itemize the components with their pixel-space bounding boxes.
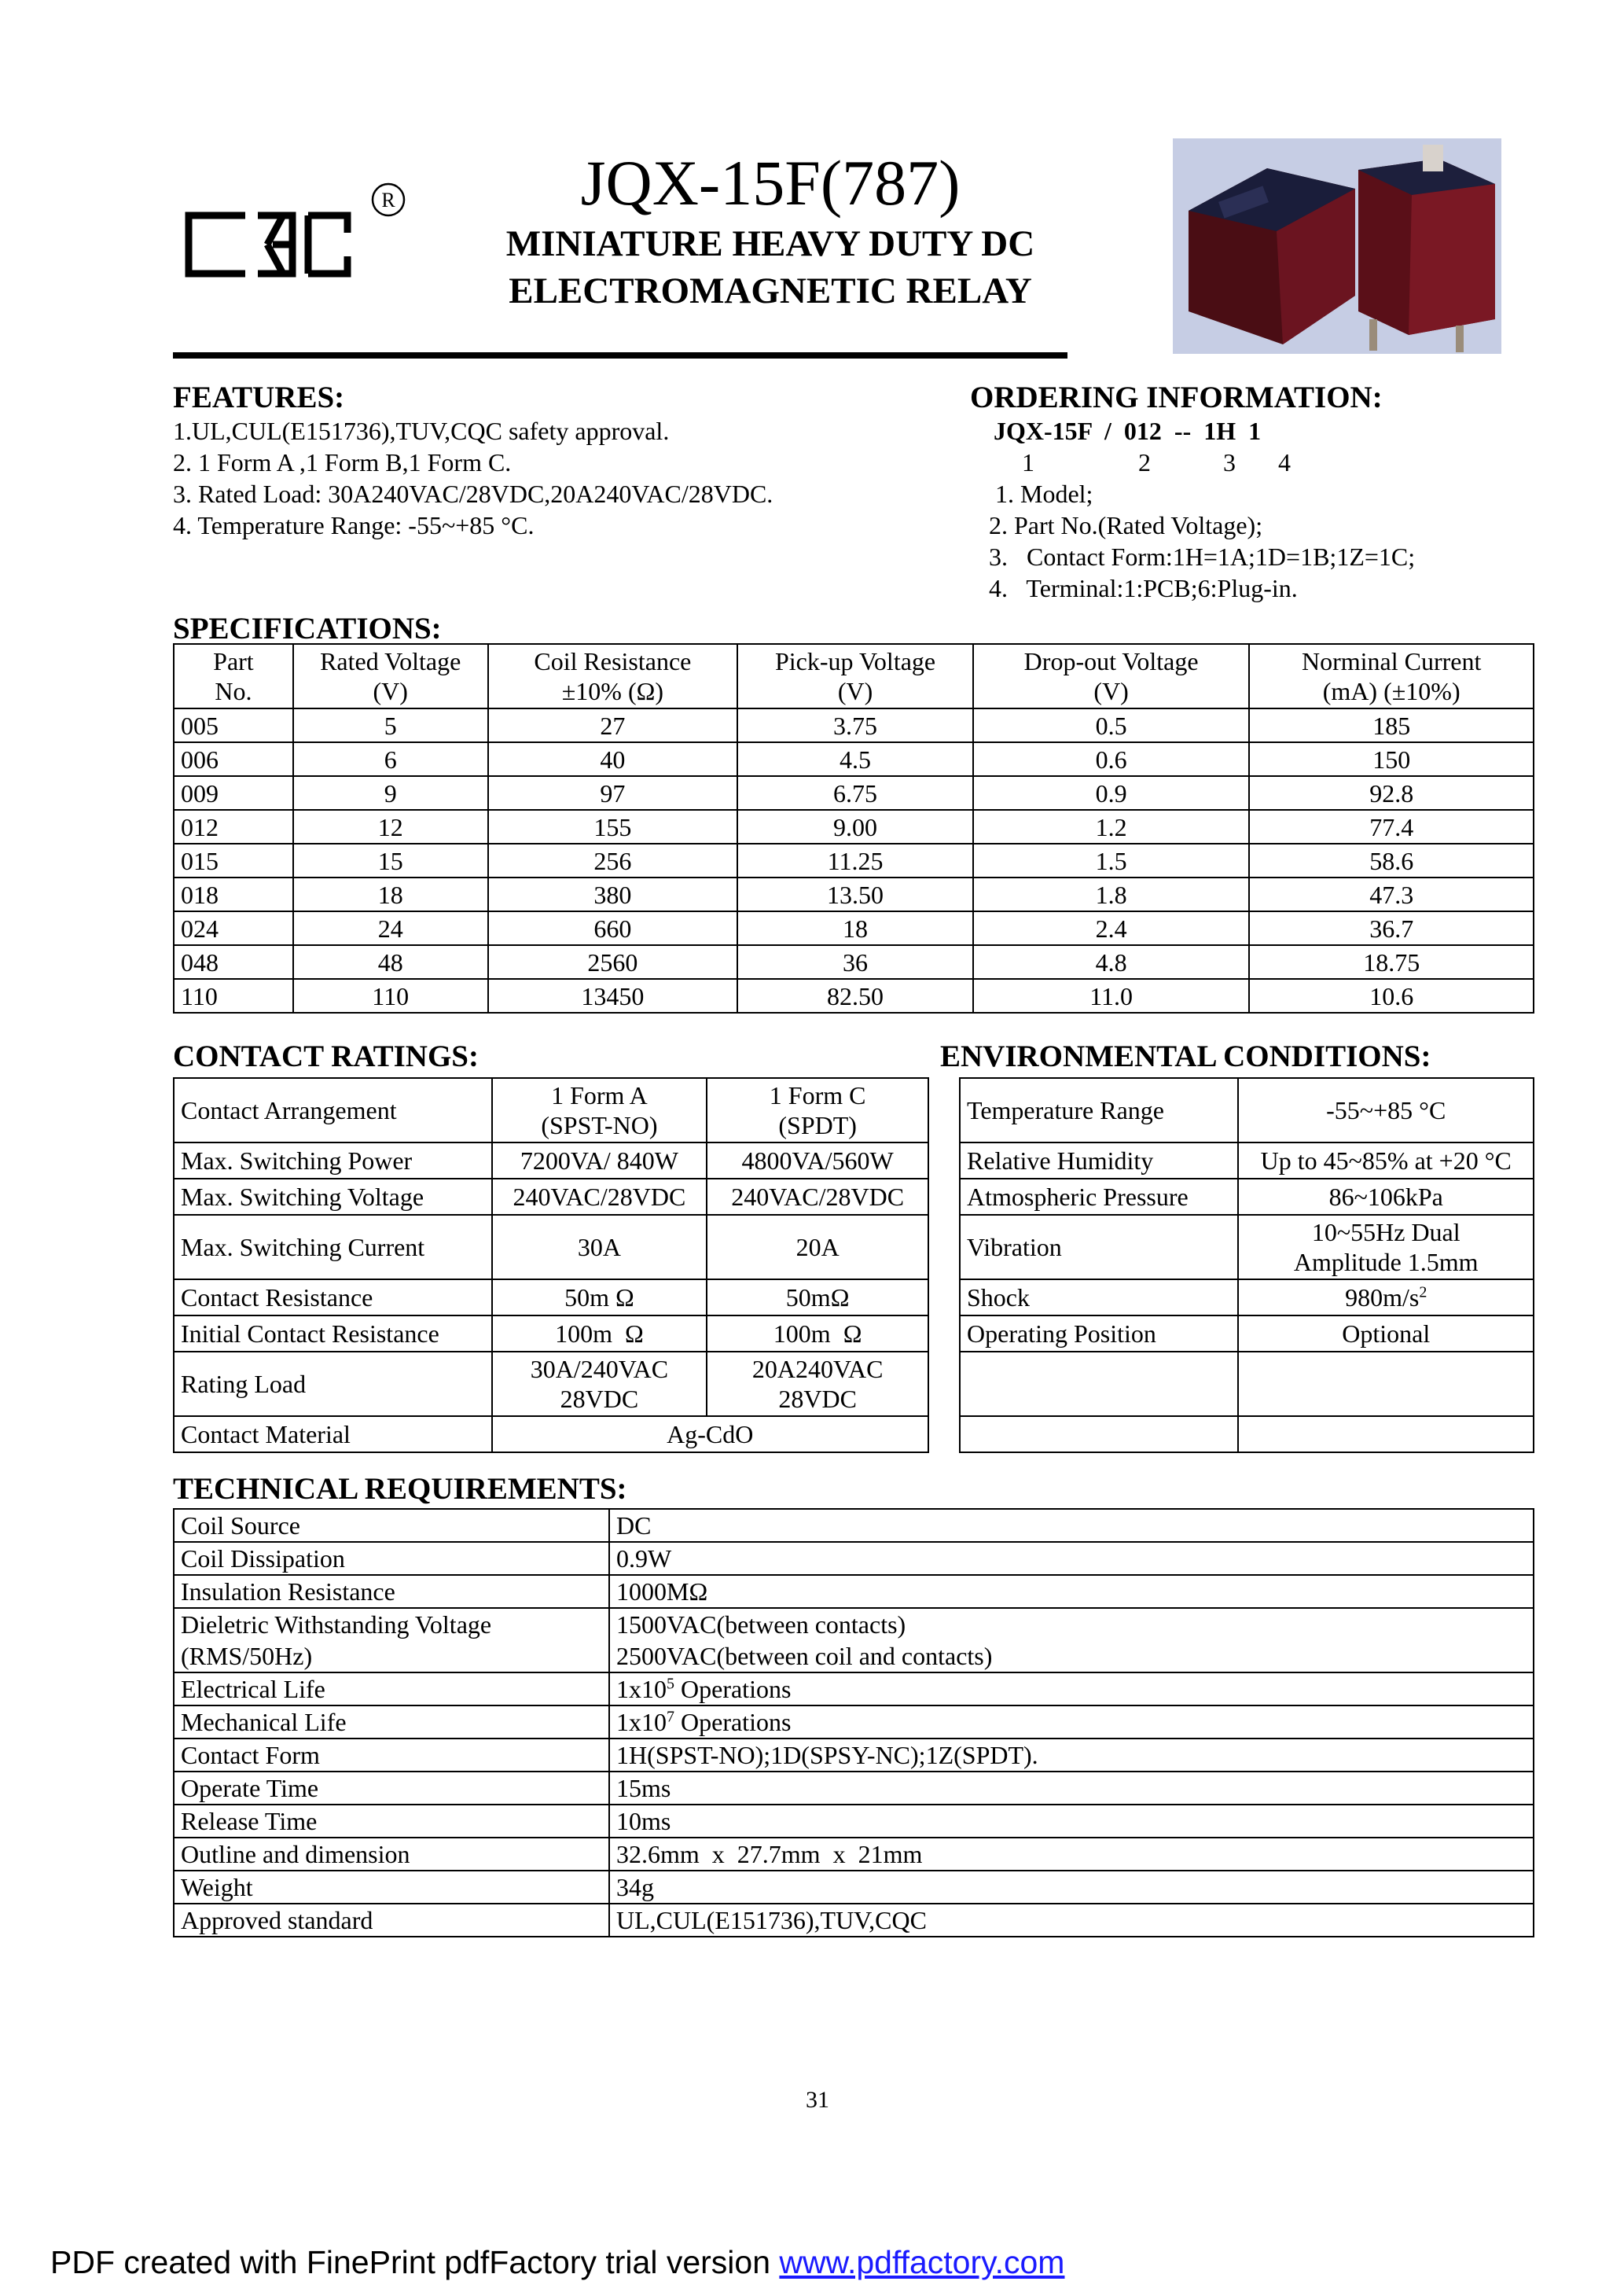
cell: Up to 45~85% at +20 °C	[1238, 1142, 1534, 1179]
cell: 58.6	[1249, 844, 1534, 878]
features-list	[173, 415, 773, 541]
cell: 185	[1249, 708, 1534, 742]
table-row	[174, 1215, 928, 1279]
cell: 256	[488, 844, 738, 878]
empty-cell	[960, 1352, 1238, 1416]
column-header: Rated Voltage (V)	[293, 644, 488, 708]
feature-item: 4. Temperature Range: -55~+85 °C.	[173, 511, 535, 539]
cell: 30A/240VAC 28VDC	[492, 1352, 707, 1416]
cell: 3.75	[737, 708, 973, 742]
pdffactory-link[interactable]: www.pdffactory.com	[779, 2244, 1065, 2280]
cell: $1x10^7$ Operations	[609, 1705, 1534, 1739]
cell: 10~55Hz Dual Amplitude 1.5mm	[1238, 1215, 1534, 1279]
footer-text: PDF created with FinePrint pdfFactory trial version	[50, 2244, 780, 2280]
page-number: 31	[806, 2087, 829, 2113]
column-header: Norminal Current (mA) (±10%)	[1249, 644, 1534, 708]
specifications-title: SPECIFICATIONS:	[173, 612, 442, 646]
table-row	[960, 1142, 1534, 1179]
cell: Optional	[1238, 1315, 1534, 1352]
cell: 0.6	[973, 742, 1250, 776]
row-label: Contact Resistance	[174, 1279, 492, 1315]
cell: $980m/s^2$	[1238, 1279, 1534, 1315]
table-row	[960, 1279, 1534, 1315]
technical-requirements-title: TECHNICAL REQUIREMENTS:	[173, 1472, 627, 1506]
ordering-title: ORDERING INFORMATION:	[970, 381, 1383, 414]
table-row	[960, 1078, 1534, 1142]
svg-text:R: R	[381, 189, 395, 212]
cell: 15ms	[609, 1772, 1534, 1805]
table-row	[174, 1672, 1534, 1705]
table-row	[174, 945, 1534, 979]
cell: 9	[293, 776, 488, 810]
table-row	[174, 1705, 1534, 1739]
row-label: Max. Switching Power	[174, 1142, 492, 1179]
pdf-footer	[50, 2244, 1064, 2281]
table-row	[960, 1416, 1534, 1452]
cell: 20A	[707, 1215, 928, 1279]
cell: 11.0	[973, 979, 1250, 1013]
environmental-table	[959, 1077, 1534, 1453]
row-label: Temperature Range	[960, 1078, 1238, 1142]
feature-item: 2. 1 Form A ,1 Form B,1 Form C.	[173, 448, 512, 476]
empty-cell	[960, 1416, 1238, 1452]
contact-ratings-title: CONTACT RATINGS:	[173, 1039, 479, 1073]
cell: 36.7	[1249, 911, 1534, 945]
part-number-cell: 018	[174, 878, 293, 911]
cell: 380	[488, 878, 738, 911]
cell: 1500VAC(between contacts) 2500VAC(between coil and contacts)	[609, 1608, 1534, 1672]
row-label: Max. Switching Current	[174, 1215, 492, 1279]
ordering-code: JQX-15F / 012 -- 1H 1	[994, 417, 1262, 445]
technical-requirements-table	[173, 1508, 1534, 1937]
cell: 30A	[492, 1215, 707, 1279]
row-label: Weight	[174, 1871, 609, 1904]
cell: 18	[737, 911, 973, 945]
table-row	[174, 1416, 928, 1452]
table-row	[960, 1179, 1534, 1215]
table-row	[174, 1509, 1534, 1542]
row-label: Release Time	[174, 1805, 609, 1838]
table-row	[174, 1608, 1534, 1672]
row-label: Dieletric Withstanding Voltage (RMS/50Hz)	[174, 1608, 609, 1672]
model-title: JQX-15F(787)	[580, 147, 961, 219]
cell: 155	[488, 810, 738, 844]
cell: 4800VA/560W	[707, 1142, 928, 1179]
cell: 110	[293, 979, 488, 1013]
features-title: FEATURES:	[173, 381, 345, 414]
cell: 11.25	[737, 844, 973, 878]
cell: -55~+85 °C	[1238, 1078, 1534, 1142]
row-label: Contact Form	[174, 1739, 609, 1772]
table-row	[174, 979, 1534, 1013]
table-row	[174, 776, 1534, 810]
cell: 4.5	[737, 742, 973, 776]
cell: 0.9	[973, 776, 1250, 810]
ordering-position: 1	[1022, 448, 1034, 476]
part-number-cell: 015	[174, 844, 293, 878]
part-number-cell: 024	[174, 911, 293, 945]
ordering-positions	[1022, 447, 1310, 478]
row-label: Coil Dissipation	[174, 1542, 609, 1575]
cell: 13.50	[737, 878, 973, 911]
ordering-item: 4. Terminal:1:PCB;6:Plug-in.	[989, 574, 1298, 602]
cell: 50mΩ	[707, 1279, 928, 1315]
table-row	[174, 1542, 1534, 1575]
company-logo	[182, 181, 418, 291]
cell: 10ms	[609, 1805, 1534, 1838]
cell: 1H(SPST-NO);1D(SPSY-NC);1Z(SPDT).	[609, 1739, 1534, 1772]
cell: 0.5	[973, 708, 1250, 742]
table-row	[174, 1838, 1534, 1871]
row-label: Relative Humidity	[960, 1142, 1238, 1179]
table-row	[174, 1575, 1534, 1608]
cell: UL,CUL(E151736),TUV,CQC	[609, 1904, 1534, 1937]
table-row	[174, 1279, 928, 1315]
table-row	[174, 1805, 1534, 1838]
cell: 32.6mm x 27.7mm x 21mm	[609, 1838, 1534, 1871]
cell: 12	[293, 810, 488, 844]
table-row	[174, 1352, 928, 1416]
cell: 4.8	[973, 945, 1250, 979]
table-header-row	[174, 644, 1534, 708]
table-row	[174, 911, 1534, 945]
ordering-position: 4	[1278, 448, 1291, 476]
ordering-position: 3	[1223, 448, 1236, 476]
table-row	[174, 1871, 1534, 1904]
column-header: Part No.	[174, 644, 293, 708]
relay-product-photo	[1173, 138, 1501, 354]
cell: 86~106kPa	[1238, 1179, 1534, 1215]
ordering-item: 1. Model;	[989, 480, 1093, 508]
cell: 7200VA/ 840W	[492, 1142, 707, 1179]
table-row	[174, 844, 1534, 878]
table-row	[174, 810, 1534, 844]
cell: Ag-CdO	[492, 1416, 928, 1452]
cell: 240VAC/28VDC	[707, 1179, 928, 1215]
cell: 77.4	[1249, 810, 1534, 844]
row-label: Operating Position	[960, 1315, 1238, 1352]
form-a-header: 1 Form A (SPST-NO)	[492, 1078, 707, 1142]
row-label: Shock	[960, 1279, 1238, 1315]
cell: 9.00	[737, 810, 973, 844]
subtitle-line-1: MINIATURE HEAVY DUTY DC	[505, 223, 1035, 264]
cell: 1000MΩ	[609, 1575, 1534, 1608]
table-row	[174, 1078, 928, 1142]
part-number-cell: 005	[174, 708, 293, 742]
row-label: Contact Arrangement	[174, 1078, 492, 1142]
specifications-table	[173, 643, 1534, 1014]
cell: 6.75	[737, 776, 973, 810]
registered-mark	[373, 184, 404, 215]
column-header: Pick-up Voltage (V)	[737, 644, 973, 708]
environmental-title: ENVIRONMENTAL CONDITIONS:	[940, 1039, 1431, 1073]
ordering-list	[989, 478, 1415, 604]
table-row	[174, 1142, 928, 1179]
cell: 24	[293, 911, 488, 945]
cell: 36	[737, 945, 973, 979]
row-label: Vibration	[960, 1215, 1238, 1279]
column-header: Drop-out Voltage (V)	[973, 644, 1250, 708]
cell: 1.5	[973, 844, 1250, 878]
cell: 50m Ω	[492, 1279, 707, 1315]
row-label: Atmospheric Pressure	[960, 1179, 1238, 1215]
row-label: Approved standard	[174, 1904, 609, 1937]
cell: $1x10^5$ Operations	[609, 1672, 1534, 1705]
cell: 18.75	[1249, 945, 1534, 979]
cell: 660	[488, 911, 738, 945]
cell: 10.6	[1249, 979, 1534, 1013]
cell: 0.9W	[609, 1542, 1534, 1575]
table-row	[174, 1904, 1534, 1937]
product-subtitle	[440, 220, 1100, 315]
table-row	[174, 1772, 1534, 1805]
row-label: Contact Material	[174, 1416, 492, 1452]
row-label: Rating Load	[174, 1352, 492, 1416]
column-header: Coil Resistance ±10% (Ω)	[488, 644, 738, 708]
feature-item: 1.UL,CUL(E151736),TUV,CQC safety approval.	[173, 417, 670, 445]
subtitle-line-2: ELECTROMAGNETIC RELAY	[509, 270, 1032, 311]
table-row	[174, 1179, 928, 1215]
cell: 1.2	[973, 810, 1250, 844]
cell: 13450	[488, 979, 738, 1013]
cell: 47.3	[1249, 878, 1534, 911]
part-number-cell: 006	[174, 742, 293, 776]
table-row	[174, 1739, 1534, 1772]
cell: 100m Ω	[707, 1315, 928, 1352]
contact-ratings-table	[173, 1077, 929, 1453]
row-label: Insulation Resistance	[174, 1575, 609, 1608]
row-label: Max. Switching Voltage	[174, 1179, 492, 1215]
cell: 240VAC/28VDC	[492, 1179, 707, 1215]
part-number-cell: 110	[174, 979, 293, 1013]
cell: 2560	[488, 945, 738, 979]
part-number-cell: 009	[174, 776, 293, 810]
ordering-position: 2	[1138, 448, 1151, 476]
ordering-item: 2. Part No.(Rated Voltage);	[989, 511, 1263, 539]
table-row	[960, 1315, 1534, 1352]
part-number-cell: 048	[174, 945, 293, 979]
cell: 20A240VAC 28VDC	[707, 1352, 928, 1416]
table-row	[960, 1352, 1534, 1416]
cell: 27	[488, 708, 738, 742]
cell: 15	[293, 844, 488, 878]
row-label: Mechanical Life	[174, 1705, 609, 1739]
cell: 92.8	[1249, 776, 1534, 810]
cell: 2.4	[973, 911, 1250, 945]
form-c-header: 1 Form C (SPDT)	[707, 1078, 928, 1142]
empty-cell	[1238, 1416, 1534, 1452]
row-label: Operate Time	[174, 1772, 609, 1805]
row-label: Electrical Life	[174, 1672, 609, 1705]
table-row	[174, 878, 1534, 911]
cell: 18	[293, 878, 488, 911]
row-label: Coil Source	[174, 1509, 609, 1542]
cell: 82.50	[737, 979, 973, 1013]
cell: 97	[488, 776, 738, 810]
cell: 34g	[609, 1871, 1534, 1904]
table-row	[174, 708, 1534, 742]
ordering-item: 3. Contact Form:1H=1A;1D=1B;1Z=1C;	[989, 543, 1416, 571]
cell: 40	[488, 742, 738, 776]
cell: 6	[293, 742, 488, 776]
table-row	[174, 1315, 928, 1352]
empty-cell	[1238, 1352, 1534, 1416]
table-row	[174, 742, 1534, 776]
row-label: Initial Contact Resistance	[174, 1315, 492, 1352]
table-row	[960, 1215, 1534, 1279]
cell: 100m Ω	[492, 1315, 707, 1352]
cell: 150	[1249, 742, 1534, 776]
header-divider	[173, 352, 1067, 359]
cell: 1.8	[973, 878, 1250, 911]
row-label: Outline and dimension	[174, 1838, 609, 1871]
part-number-cell: 012	[174, 810, 293, 844]
cell: 48	[293, 945, 488, 979]
cell: 5	[293, 708, 488, 742]
cell: DC	[609, 1509, 1534, 1542]
feature-item: 3. Rated Load: 30A240VAC/28VDC,20A240VAC/28VDC.	[173, 480, 773, 508]
